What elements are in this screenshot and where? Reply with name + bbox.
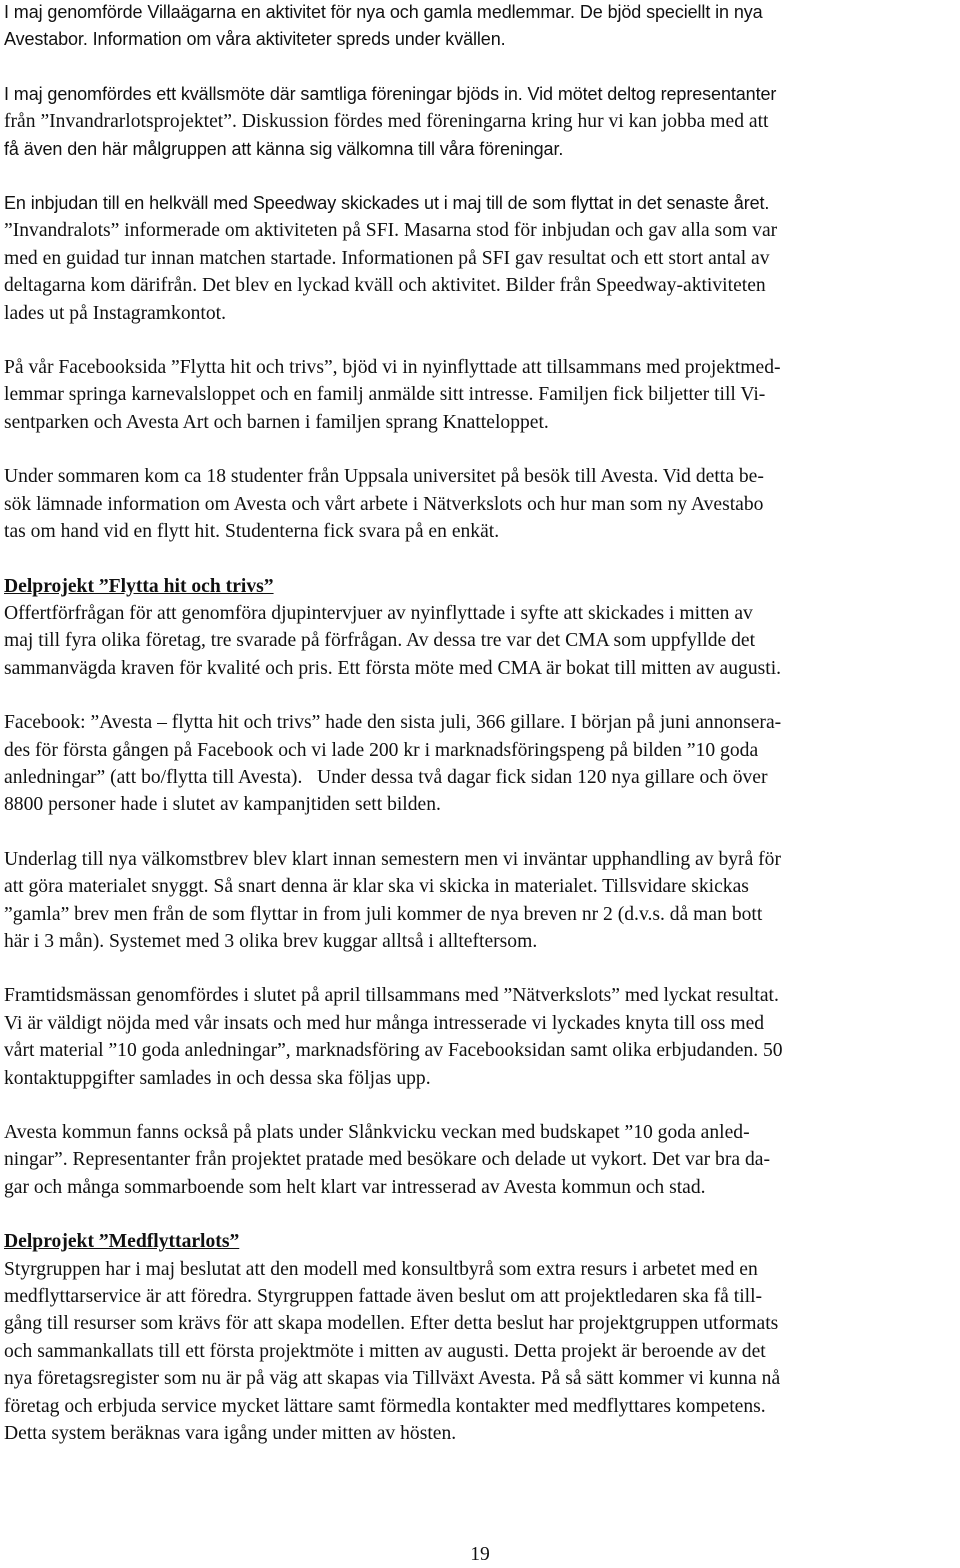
- text-line: sammanvägda kraven för kvalité och pris. Ett första möte med CMA är bokat till mitten av augusti.: [4, 657, 782, 679]
- paragraph-studenter: [4, 463, 954, 545]
- text-line: från ”Invandrarlotsprojektet”. Diskussion fördes med föreningarna kring hur vi kan jobba med att: [4, 111, 769, 133]
- paragraph-slankvicku: [4, 1119, 954, 1201]
- text-line: med en guidad tur innan matchen startade. Informationen på SFI gav resultat och ett stort antal av: [4, 247, 770, 269]
- paragraph-valkomstbrev: [4, 846, 954, 956]
- text-line: anledningar” (att bo/flytta till Avesta). Under dessa två dagar fick sidan 120 nya gillare och över: [4, 766, 768, 788]
- text-line: 8800 personer hade i slutet av kampanjtiden sett bilden.: [4, 794, 441, 816]
- text-line: företag och erbjuda service mycket lättare samt förmedla kontakter med medflyttares kompetens.: [4, 1395, 766, 1417]
- paragraph-speedway: [4, 190, 954, 327]
- text-line: Framtidsmässan genomfördes i slutet på april tillsammans med ”Nätverkslots” med lyckat resultat.: [4, 985, 779, 1007]
- text-line: gar och många sommarboende som helt klart var intresserad av Avesta kommun och stad.: [4, 1176, 706, 1198]
- text-line: sentparken och Avesta Art och barnen i familjen sprang Knatteloppet.: [4, 411, 549, 433]
- text-line: gång till resurser som krävs för att skapa modellen. Efter detta beslut har projektgruppen utformats: [4, 1313, 779, 1335]
- text-line: Underlag till nya välkomstbrev blev klart innan semestern men vi inväntar upphandling av byrå för: [4, 848, 782, 870]
- text-line: På vår Facebooksida ”Flytta hit och trivs”, bjöd vi in nyinflyttade att tillsammans med projektmed-: [4, 357, 781, 379]
- text-line: här i 3 mån). Systemet med 3 olika brev kuggar alltså i allteftersom.: [4, 930, 538, 952]
- text-line: kontaktuppgifter samlades in och dessa ska följas upp.: [4, 1067, 431, 1089]
- text-line: deltagarna kom därifrån. Det blev en lyckad kväll och aktivitet. Bilder från Speedway-aktiviteten: [4, 275, 766, 297]
- text-line: Vi är väldigt nöjda med vår insats och med hur många intresserade vi lyckades knyta till oss med: [4, 1012, 765, 1034]
- text-line: nya företagsregister som nu är på väg att skapas via Tillväxt Avesta. På så sätt kommer vi kunna nå: [4, 1368, 781, 1390]
- paragraph-facebooksida: [4, 354, 954, 436]
- text-line: ”gamla” brev men från de som flyttar in from juli kommer de nya breven nr 2 (d.v.s. då man bott: [4, 903, 763, 925]
- text-line: att göra materialet snyggt. Så snart denna är klar ska vi skicka in materialet. Tillsvidare skickas: [4, 876, 749, 898]
- paragraph-villaagarna: [4, 0, 954, 54]
- paragraph-offertforfragan: [4, 600, 954, 682]
- text-line: En inbjudan till en helkväll med Speedway skickades ut i maj till de som flyttat in det senaste året.: [4, 193, 770, 214]
- text-line: vårt material ”10 goda anledningar”, marknadsföring av Facebooksidan samt olika erbjudanden. 50: [4, 1040, 783, 1062]
- text-line: Avesta kommun fanns också på plats under Slånkvicku veckan med budskapet ”10 goda anled-: [4, 1122, 750, 1143]
- paragraph-framtidsmassan: [4, 982, 954, 1092]
- text-line: ningar”. Representanter från projektet pratade med besökare och delade ut vykort. Det var bra da-: [4, 1149, 770, 1171]
- page-number: 19: [470, 1544, 490, 1565]
- text-line: des för första gången på Facebook och vi lade 200 kr i marknadsföringspeng på bilden ”10 goda: [4, 739, 759, 761]
- section-heading-medflyttarlots: Delprojekt ”Medflyttarlots”: [4, 1231, 240, 1253]
- paragraph-facebook-gillare: [4, 709, 954, 819]
- text-line: Facebook: ”Avesta – flytta hit och trivs” hade den sista juli, 366 gillare. I början på juni annonsera-: [4, 712, 782, 734]
- text-line: Avestabor. Information om våra aktiviteter spreds under kvällen.: [4, 29, 506, 50]
- text-line: få även den här målgruppen att känna sig välkomna till våra föreningar.: [4, 138, 564, 159]
- document-page: [4, 0, 954, 1447]
- text-line: sök lämnade information om Avesta och vårt arbete i Nätverkslots och hur man som ny Avestabo: [4, 493, 764, 515]
- text-line: I maj genomfördes ett kvällsmöte där samtliga föreningar bjöds in. Vid mötet deltog representanter: [4, 83, 777, 104]
- text-line: och sammankallats till ett första projektmöte i mitten av augusti. Detta projekt är beroende av det: [4, 1340, 766, 1362]
- text-line: lades ut på Instagramkontot.: [4, 302, 227, 324]
- text-line: Under sommaren kom ca 18 studenter från Uppsala universitet på besök till Avesta. Vid detta be-: [4, 466, 764, 488]
- text-line: I maj genomförde Villaägarna en aktivitet för nya och gamla medlemmar. De bjöd speciellt in nya: [4, 2, 763, 22]
- section-heading-flytta-hit: Delprojekt ”Flytta hit och trivs”: [4, 575, 274, 597]
- text-line: medflyttarservice är att föredra. Styrgruppen fattade även beslut om att projektledaren ska få till-: [4, 1286, 763, 1308]
- text-line: Styrgruppen har i maj beslutat att den modell med konsultbyrå som extra resurs i arbetet med en: [4, 1258, 758, 1280]
- text-line: Offertförfrågan för att genomföra djupintervjuer av nyinflyttade i syfte att skickades i mitten av: [4, 602, 753, 624]
- text-line: maj till fyra olika företag, tre svarade på förfrågan. Av dessa tre var det CMA som uppfyllde det: [4, 630, 756, 652]
- paragraph-kvallsmote: [4, 81, 954, 163]
- paragraph-styrgruppen: [4, 1256, 954, 1448]
- text-line: Detta system beräknas vara igång under mitten av hösten.: [4, 1423, 457, 1445]
- text-line: tas om hand vid en flytt hit. Studenterna fick svara på en enkät.: [4, 521, 500, 543]
- text-line: ”Invandralots” informerade om aktiviteten på SFI. Masarna stod för inbjudan och gav alla som var: [4, 220, 778, 242]
- text-line: lemmar springa karnevalsloppet och en familj anmälde sitt intresse. Familjen fick biljetter till Vi-: [4, 384, 766, 406]
